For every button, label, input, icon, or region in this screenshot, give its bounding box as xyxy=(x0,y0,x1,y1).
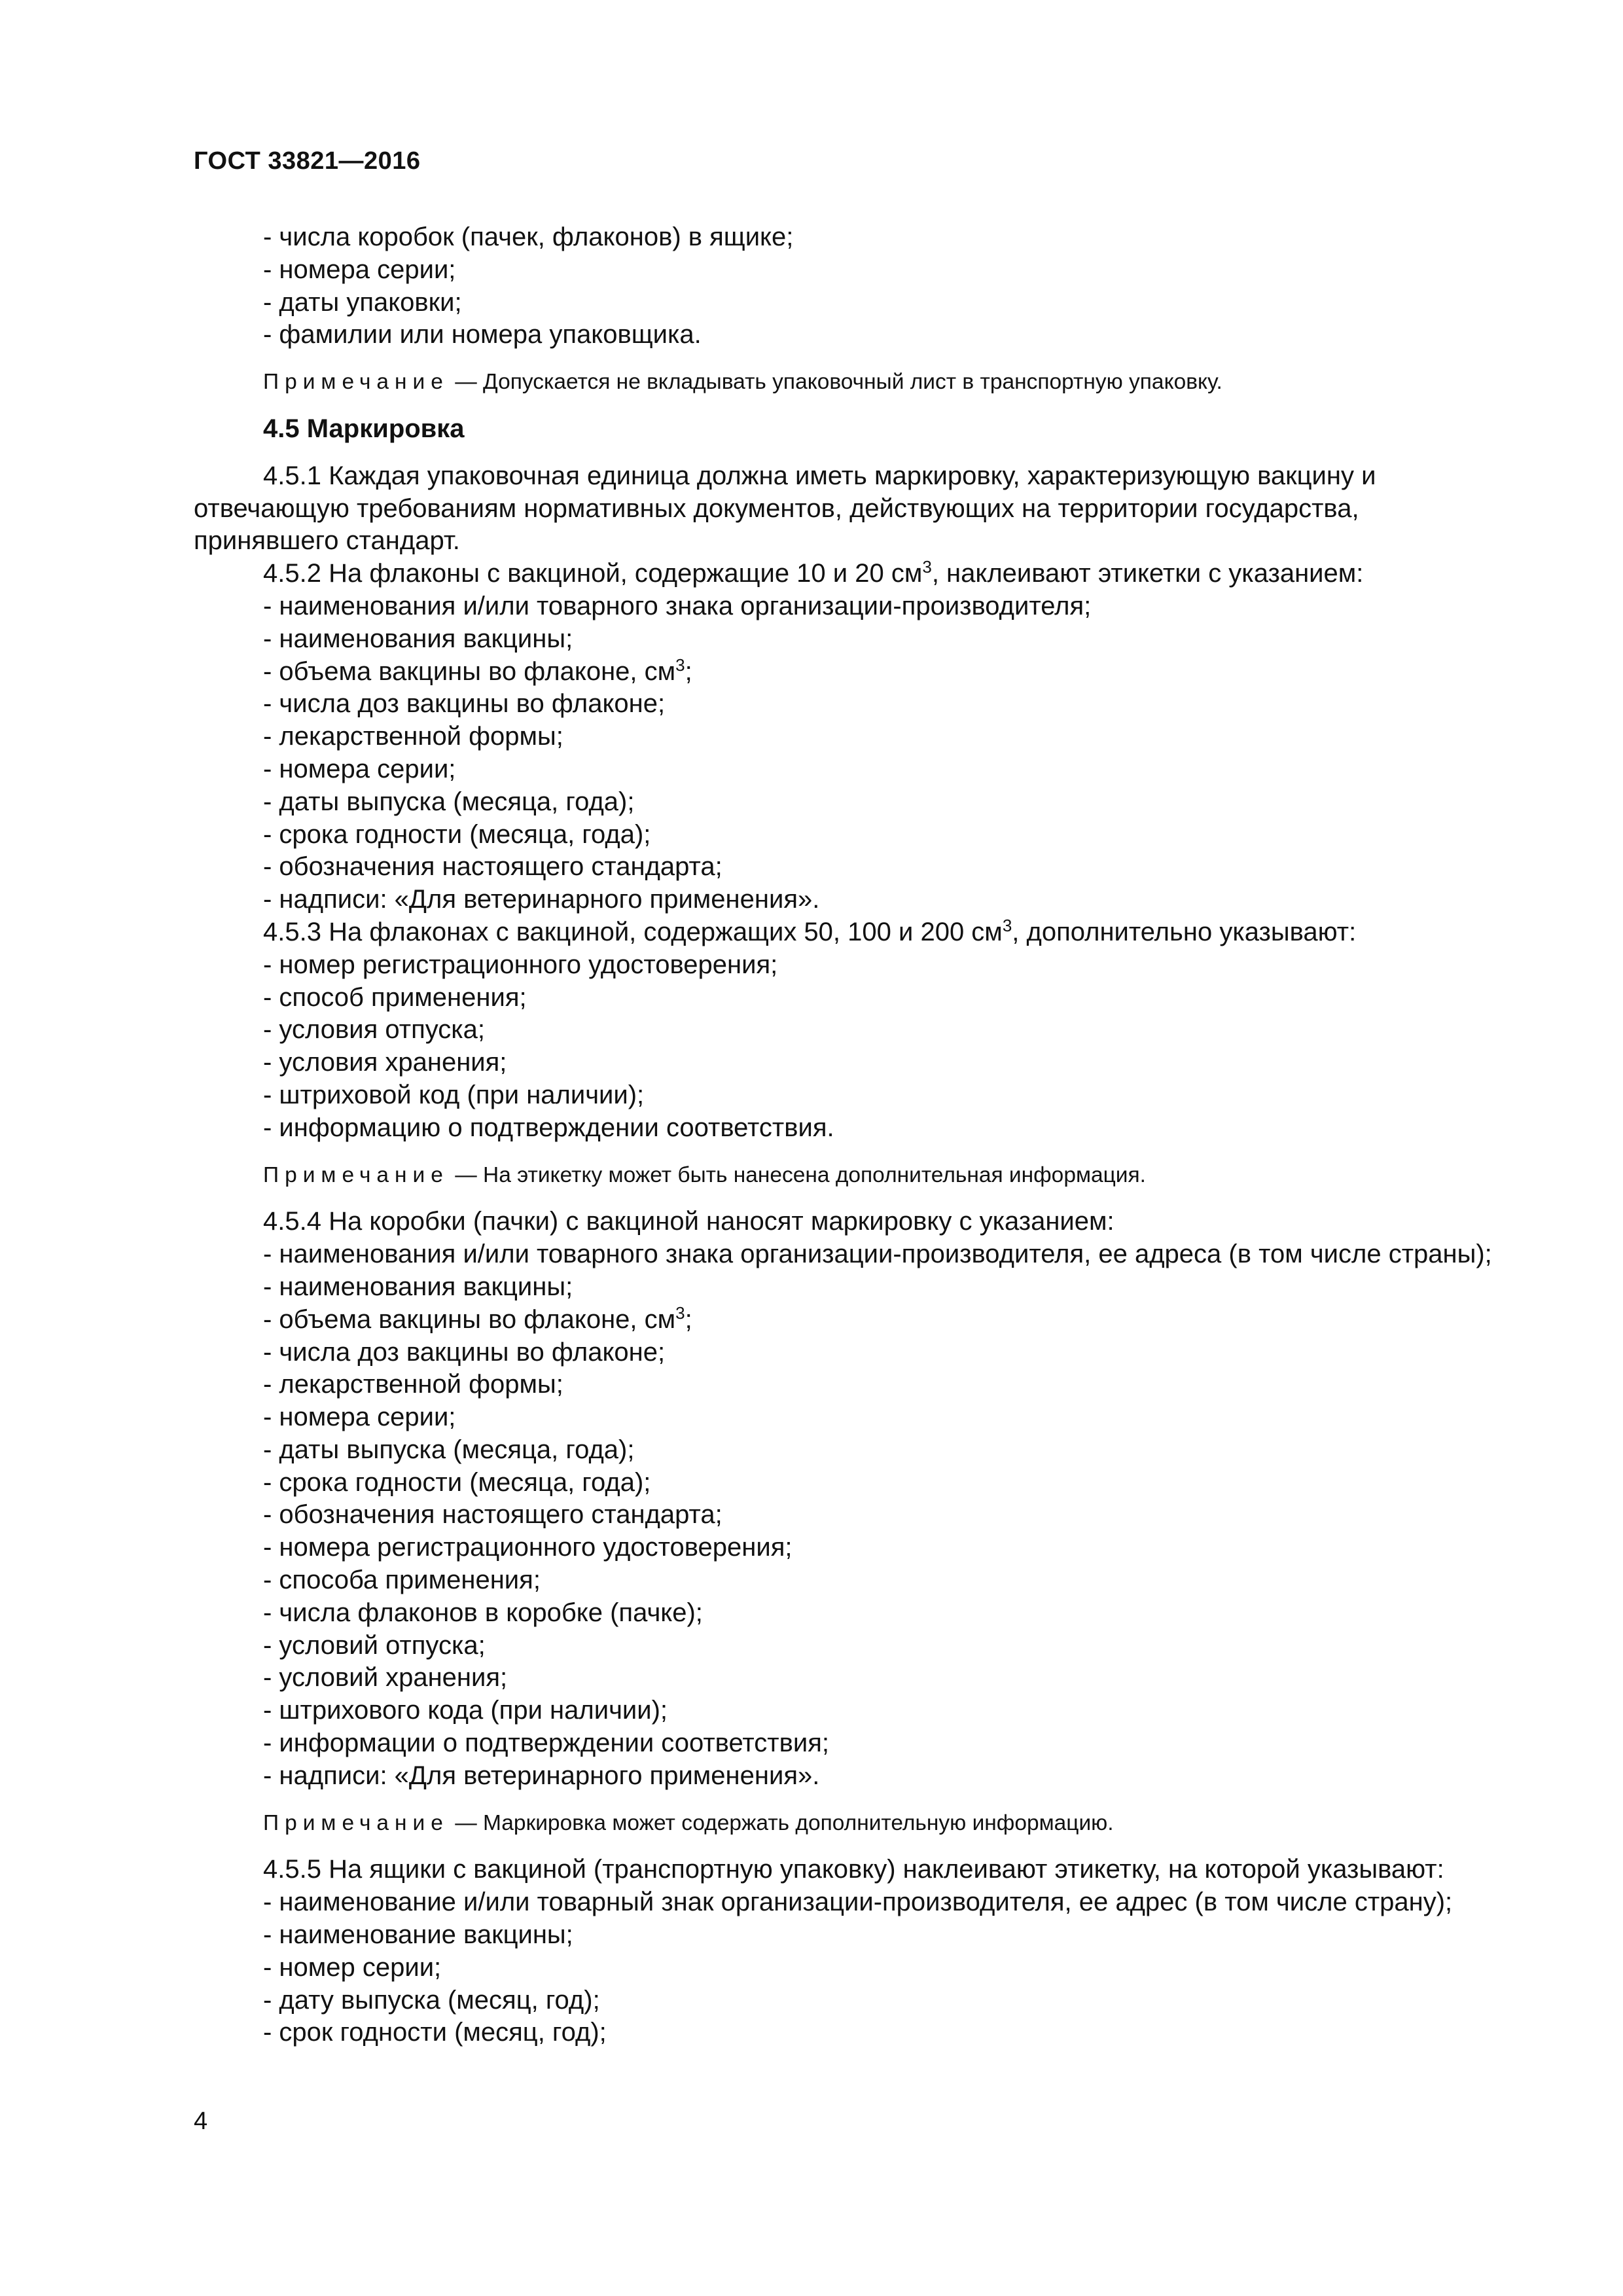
list-item: - наименования вакцины; xyxy=(263,1272,573,1301)
list-item: - номера серии; xyxy=(263,1403,456,1432)
paragraph-4-5-3 xyxy=(194,916,1489,949)
list-item: - срока годности (месяца, года); xyxy=(263,819,651,849)
superscript: 3 xyxy=(675,1302,685,1323)
note xyxy=(194,366,1489,399)
list-item: - дату выпуска (месяц, год); xyxy=(263,1985,600,2015)
superscript: 3 xyxy=(675,655,685,675)
list-item: - наименование и/или товарный знак организации-производителя, ее адрес (в том числе страну); xyxy=(263,1888,1453,1917)
list-item-text: - объема вакцины во флаконе, см xyxy=(263,656,676,686)
list-item: - обозначения настоящего стандарта; xyxy=(263,1500,722,1530)
list-item: - номер регистрационного удостоверения; xyxy=(263,950,778,979)
list-item: - наименования и/или товарного знака организации-производителя; xyxy=(263,591,1092,620)
list-item: - номера регистрационного удостоверения; xyxy=(263,1533,793,1562)
list-item: - номер серии; xyxy=(263,1952,442,1982)
list-item: - числа доз вакцины во флаконе; xyxy=(263,689,666,719)
paragraph-4-5-1: 4.5.1 Каждая упаковочная единица должна иметь маркировку, характеризующую вакцину и отвечающую требованиям нормативных документов, действующих на территории государства, принявшего стандарт. xyxy=(194,461,1376,556)
list-item: - фамилии или номера упаковщика. xyxy=(263,320,702,350)
list-item: - срок годности (месяц, год); xyxy=(263,2018,607,2047)
superscript: 3 xyxy=(1002,915,1012,935)
list-item: - надписи: «Для ветеринарного применения». xyxy=(263,1761,820,1790)
paragraph-4-5-5: 4.5.5 На ящики с вакциной (транспортную упаковку) наклеивают этикетку, на которой указывают: xyxy=(263,1855,1444,1884)
list-item: - наименование вакцины; xyxy=(263,1920,573,1950)
note-label: Примечание xyxy=(263,1162,449,1187)
list-item: - наименования и/или товарного знака организации-производителя, ее адреса (в том числе страны); xyxy=(263,1240,1492,1269)
list-item: - информации о подтверждении соответствия; xyxy=(263,1729,829,1758)
list-item: - даты выпуска (месяца, года); xyxy=(263,787,635,816)
paragraph-text: 4.5.2 На флаконы с вакциной, содержащие 10 и 20 см xyxy=(263,559,923,588)
note-label: Примечание xyxy=(263,1810,449,1835)
list-item: - срока годности (месяца, года); xyxy=(263,1467,651,1497)
superscript: 3 xyxy=(922,557,932,577)
paragraph-4-5-4: 4.5.4 На коробки (пачки) с вакциной наносят маркировку с указанием: xyxy=(263,1207,1115,1236)
list-item: - условий отпуска; xyxy=(263,1630,486,1660)
list-item: - номера серии; xyxy=(263,255,456,284)
list-item: - информацию о подтверждении соответствия. xyxy=(263,1113,834,1142)
list-item: - обозначения настоящего стандарта; xyxy=(263,852,722,882)
list-item: - штрихового кода (при наличии); xyxy=(263,1696,668,1725)
list-item: - надписи: «Для ветеринарного применения». xyxy=(263,885,820,914)
list-item: - числа доз вакцины во флаконе; xyxy=(263,1337,666,1367)
list-item: - штриховой код (при наличии); xyxy=(263,1080,645,1109)
list-item: - наименования вакцины; xyxy=(263,624,573,653)
list-item: - даты упаковки; xyxy=(263,287,462,317)
note xyxy=(194,1159,1489,1192)
list-item-text: - объема вакцины во флаконе, см xyxy=(263,1304,676,1334)
note-text: — На этикетку может быть нанесена дополнительная информация. xyxy=(448,1162,1146,1187)
paragraph-4-5-2 xyxy=(194,558,1489,590)
page-content xyxy=(194,221,1492,2049)
list-item: - условия хранения; xyxy=(263,1048,507,1077)
list-item xyxy=(194,656,1489,689)
note-label: Примечание xyxy=(263,370,449,395)
list-item: - лекарственной формы; xyxy=(263,1370,563,1399)
list-item: - условия отпуска; xyxy=(263,1015,486,1045)
list-item: - способа применения; xyxy=(263,1566,541,1595)
list-item: - даты выпуска (месяца, года); xyxy=(263,1435,635,1464)
list-item: - числа флаконов в коробке (пачке); xyxy=(263,1598,703,1627)
page-number: 4 xyxy=(194,2108,208,2135)
note xyxy=(194,1807,1489,1840)
punctuation: ; xyxy=(685,656,692,686)
list-item: - лекарственной формы; xyxy=(263,722,563,751)
list-item: - условий хранения; xyxy=(263,1663,508,1693)
note-text: — Маркировка может содержать дополнительную информацию. xyxy=(448,1810,1114,1835)
paragraph-text: , дополнительно указывают: xyxy=(1012,917,1357,946)
list-item: - способ применения; xyxy=(263,982,527,1012)
note-text: — Допускается не вкладывать упаковочный лист в транспортную упаковку. xyxy=(448,370,1222,395)
standard-designation: ГОСТ 33821—2016 xyxy=(194,147,421,175)
list-item: - числа коробок (пачек, флаконов) в ящике; xyxy=(263,223,794,251)
punctuation: ; xyxy=(685,1304,692,1334)
paragraph-text: , наклеивают этикетки с указанием: xyxy=(931,559,1364,588)
list-item xyxy=(194,1304,1489,1336)
section-heading: 4.5 Маркировка xyxy=(263,414,465,443)
list-item: - номера серии; xyxy=(263,754,456,783)
paragraph-text: 4.5.3 На флаконах с вакциной, содержащих 50, 100 и 200 см xyxy=(263,917,1003,946)
